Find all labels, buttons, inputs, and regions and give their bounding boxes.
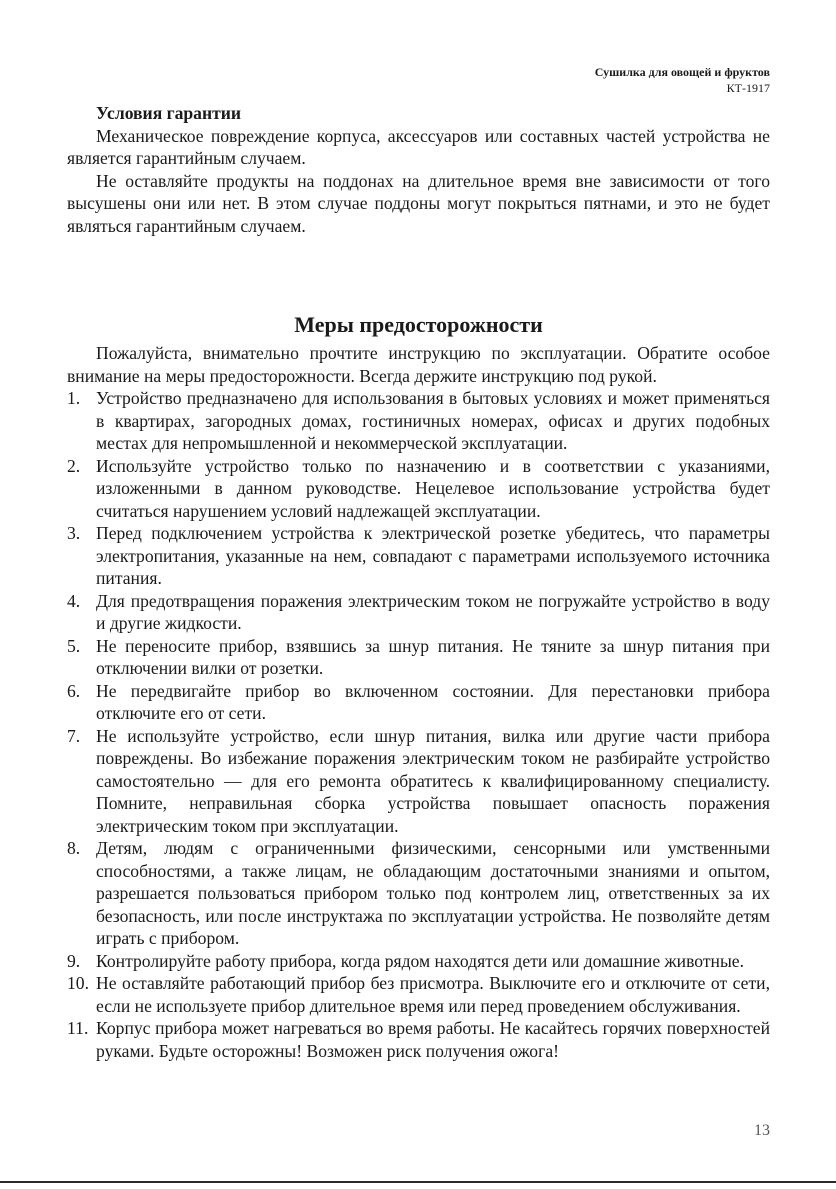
list-item-number: 11.: [67, 1018, 89, 1038]
list-item-text: Не используйте устройство, если шнур питания, вилка или другие части прибора повреждены. Во избежание поражения электрическим током не разбирайте устройство самостоятельно — для его ремонта обратитесь к квалифицированному специалисту. Помните, неправильная сборка устройства повышает опасность поражения электрическим током при эксплуатации.: [96, 725, 770, 836]
list-item-number: 4.: [67, 590, 81, 611]
list-item: [67, 725, 770, 838]
list-item: [67, 837, 770, 950]
page-bottom-border: [0, 1181, 836, 1183]
list-item: [67, 1017, 770, 1062]
list-item: [67, 680, 770, 725]
precautions-section: [67, 342, 770, 1062]
list-item: [67, 635, 770, 680]
list-item-text: Не оставляйте работающий прибор без присмотра. Выключите его и отключите от сети, если не используете прибор длительное время или перед проведением обслуживания.: [96, 973, 770, 1016]
precautions-intro: Пожалуйста, внимательно прочтите инструкцию по эксплуатации. Обратите особое внимание на меры предосторожности. Всегда держите инструкцию под рукой.: [67, 343, 770, 386]
precautions-title: Меры предосторожности: [294, 311, 543, 337]
list-item-number: 6.: [67, 680, 81, 701]
list-item-number: 1.: [67, 388, 81, 408]
list-item-text: Детям, людям с ограниченными физическими, сенсорными или умственными способностями, а также лицам, не обладающим достаточными знаниями и опытом, разрешается пользоваться прибором только под контролем лиц, ответственных за их безопасность, или после инструктажа по эксплуатации устройства. Не позволяйте детям играть с прибором.: [96, 838, 770, 948]
list-item-text: Не переносите прибор, взявшись за шнур питания. Не тяните за шнур питания при отключении вилки от розетки.: [96, 635, 770, 678]
list-item: [67, 455, 770, 523]
list-item: [67, 522, 770, 590]
list-item-number: 10.: [67, 973, 89, 993]
list-item-number: 7.: [67, 725, 81, 746]
list-item-text: Корпус прибора может нагреваться во время работы. Не касайтесь горячих поверхностей руками. Будьте осторожны! Возможен риск получения ожога!: [96, 1018, 770, 1061]
warranty-paragraph: Не оставляйте продукты на поддонах на длительное время вне зависимости от того высушены они или нет. В этом случае поддоны могут покрыться пятнами, и это не будет являться гарантийным случаем.: [67, 170, 770, 236]
list-item-number: 9.: [67, 950, 81, 971]
list-item: [67, 950, 770, 973]
list-item-text: Перед подключением устройства к электрической розетке убедитесь, что параметры электропитания, указанные на нем, совпадают с параметрами используемого источника питания.: [96, 523, 770, 588]
list-item-text: Контролируйте работу прибора, когда рядом находятся дети или домашние животные.: [96, 950, 744, 971]
product-name: Сушилка для овощей и фруктов: [594, 65, 770, 79]
list-item: [67, 972, 770, 1017]
warranty-paragraph: Механическое повреждение корпуса, аксессуаров или составных частей устройства не является гарантийным случаем.: [67, 125, 770, 168]
page-header: [595, 64, 770, 96]
list-item-text: Устройство предназначено для использования в бытовых условиях и может применяться в квартирах, загородных домах, гостиничных номерах, офисах и других подобных местах для непромышленной и некоммерческой эксплуатации.: [96, 388, 770, 453]
warranty-title: Условия гарантии: [96, 103, 242, 123]
list-item-text: Не передвигайте прибор во включенном состоянии. Для перестановки прибора отключите его от сети.: [96, 680, 770, 723]
list-item: [67, 590, 770, 635]
list-item: [67, 387, 770, 455]
list-item-number: 5.: [67, 635, 81, 656]
list-item-number: 3.: [67, 523, 81, 543]
list-item-text: Используйте устройство только по назначению и в соответствии с указаниями, изложенными в данном руководстве. Нецелевое использование устройства будет считаться нарушением условий надлежащей эксплуатации.: [96, 455, 770, 521]
warranty-section: [67, 102, 770, 237]
model-number: КТ-1917: [726, 81, 770, 95]
list-item-number: 8.: [67, 838, 81, 858]
precautions-list: [67, 387, 770, 1062]
list-item-number: 2.: [67, 455, 81, 476]
page-number: 13: [754, 1122, 770, 1139]
list-item-text: Для предотвращения поражения электрическим током не погружайте устройство в воду и другие жидкости.: [96, 590, 770, 633]
